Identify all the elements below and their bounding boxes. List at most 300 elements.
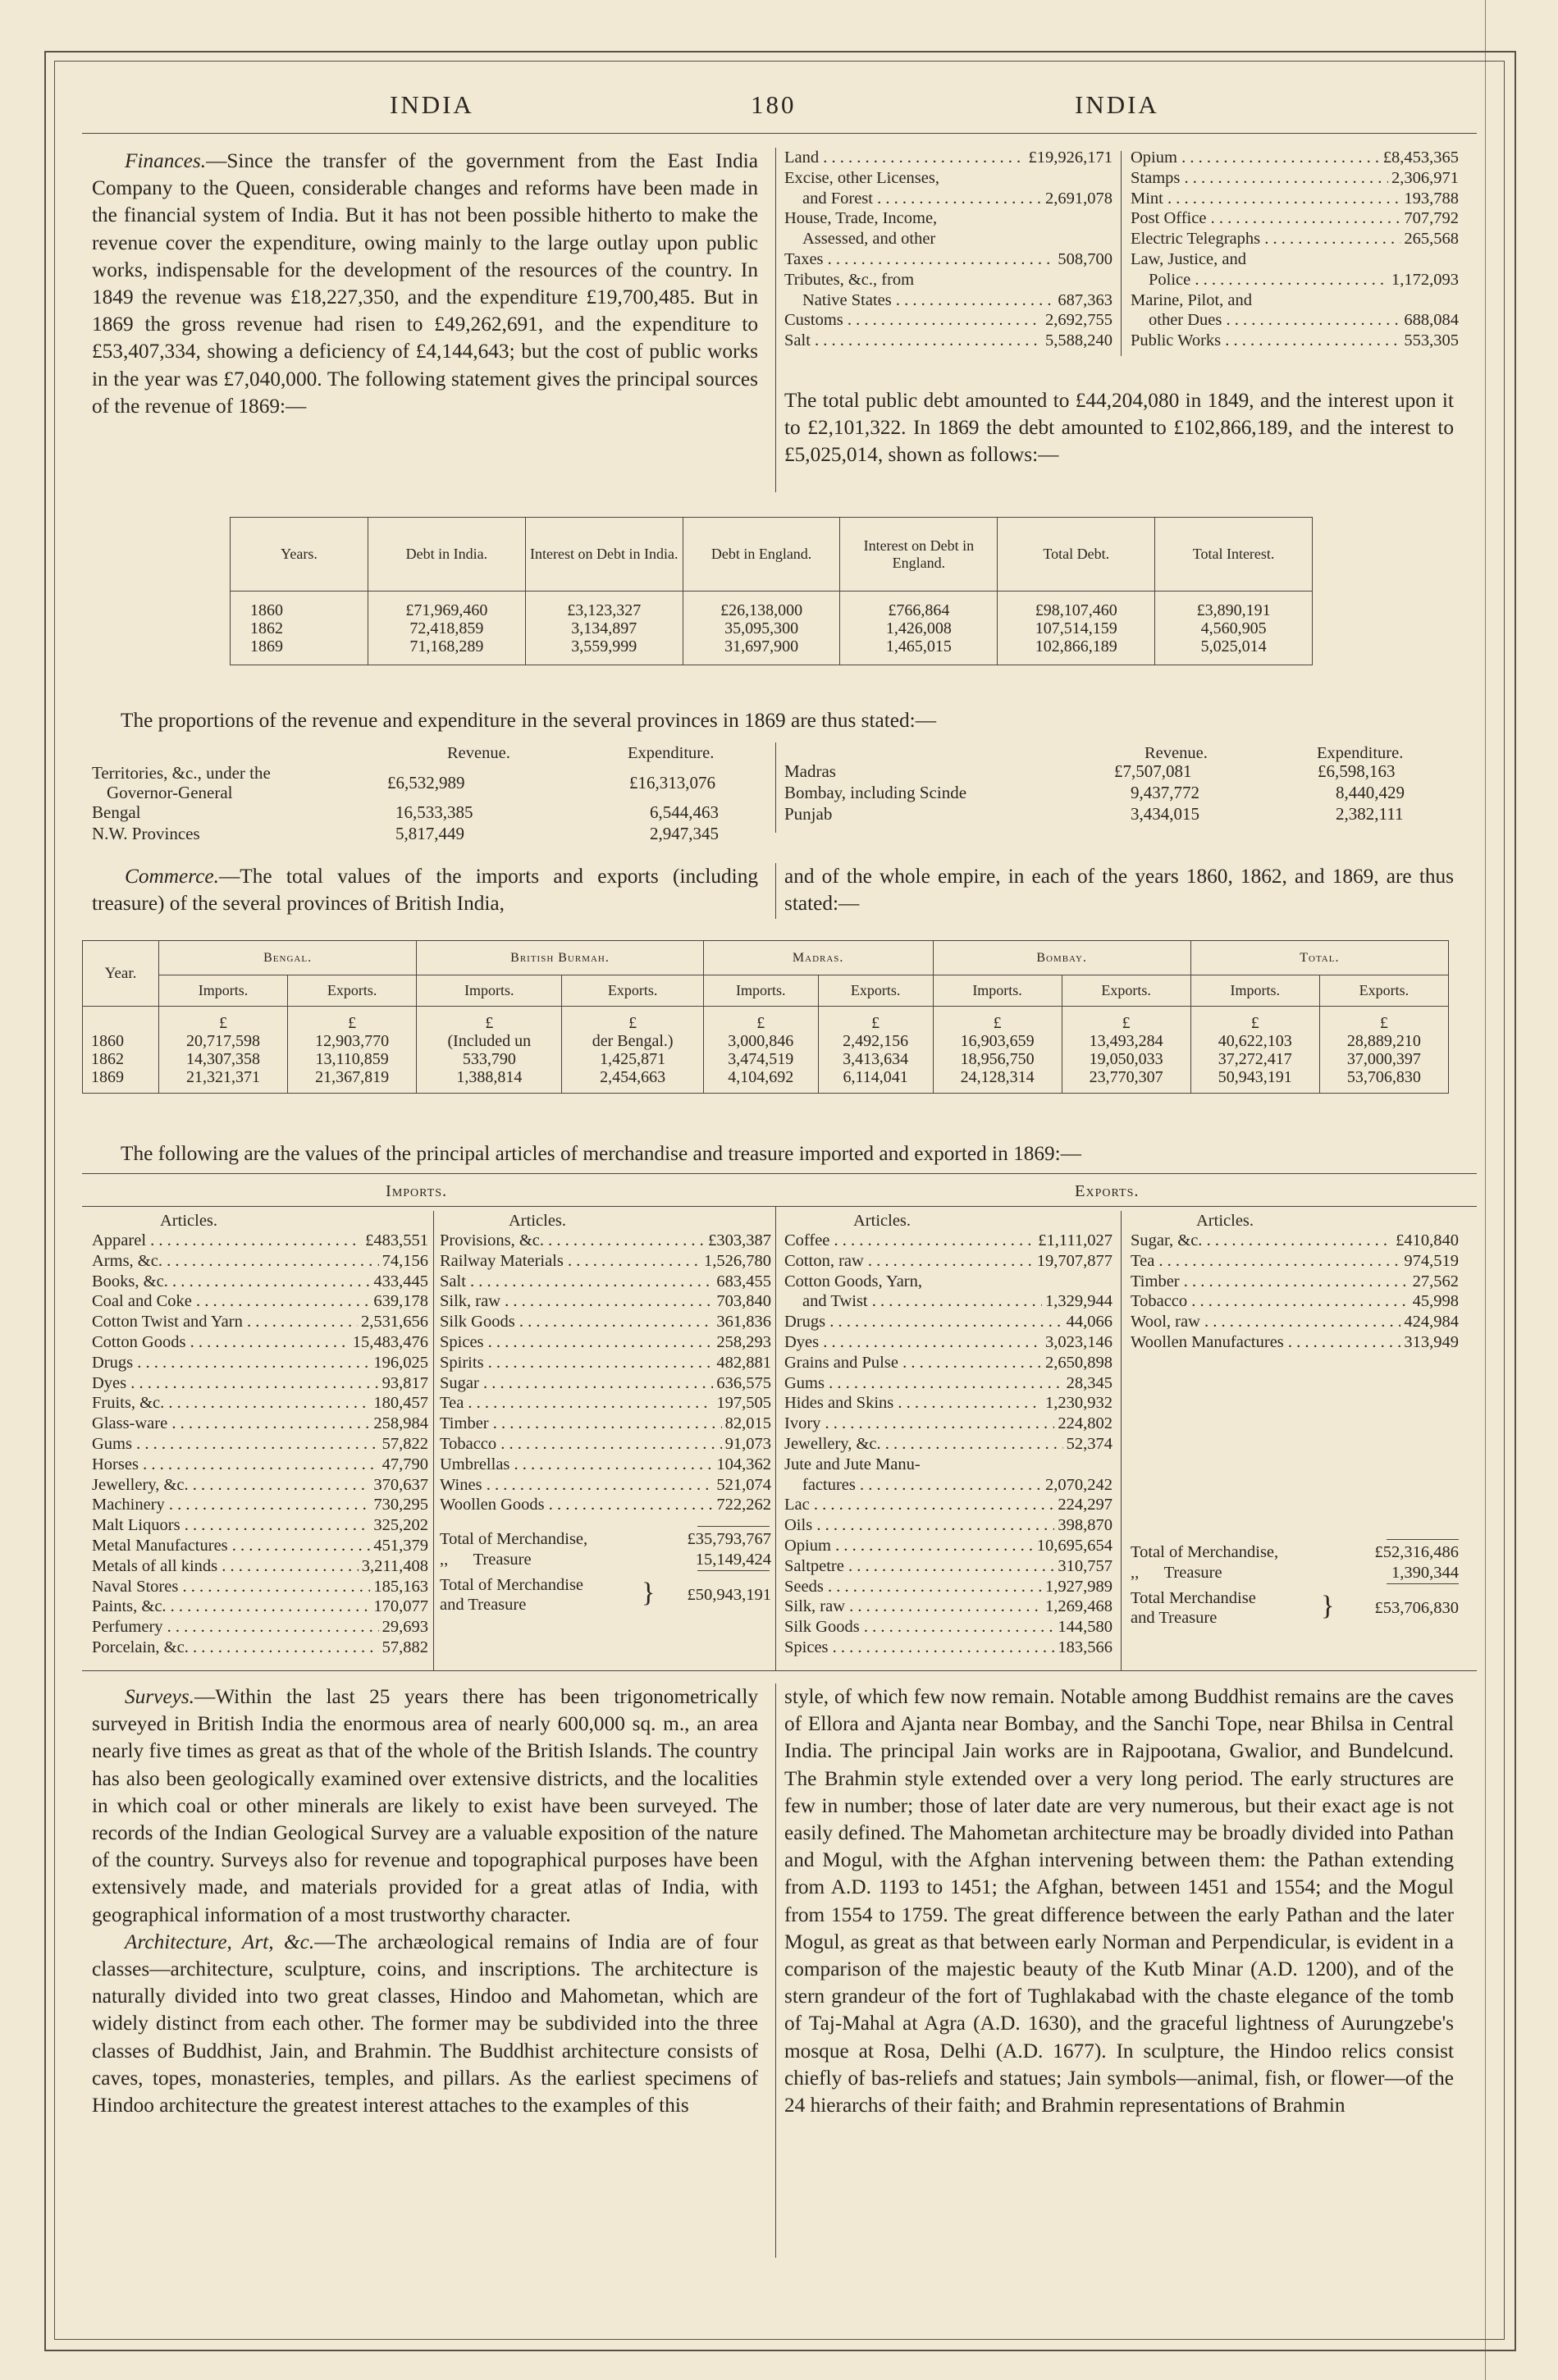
imports-exports-divider	[775, 1206, 776, 1670]
article-name: Jewellery, &c. . . .	[784, 1434, 1063, 1455]
revenue-value: 2,306,971	[1391, 168, 1459, 187]
exports-total-merchandise-value: £52,316,486	[1374, 1543, 1459, 1561]
province-label: Territories, &c., under the	[92, 763, 271, 783]
imports-title: Imports.	[386, 1182, 448, 1200]
commerce-value: 28,889,210	[1346, 1031, 1421, 1050]
article-name: Spirits . . .	[440, 1353, 713, 1373]
article-value: 1,329,944	[1045, 1292, 1113, 1311]
commerce-value: 1,388,814	[456, 1067, 523, 1086]
article-row	[784, 1577, 1113, 1597]
article-value: 521,074	[716, 1475, 771, 1494]
article-row	[784, 1495, 1113, 1515]
article-row	[92, 1577, 428, 1597]
debt-cell: 107,514,159	[1035, 619, 1117, 637]
spacer	[91, 1014, 158, 1032]
article-name: Coffee . . .	[784, 1231, 1035, 1251]
article-value: 91,073	[724, 1434, 771, 1453]
article-name: Spices . . .	[784, 1638, 1054, 1658]
provinces-divider	[775, 742, 776, 833]
exports-total-rule	[1387, 1539, 1459, 1540]
merchandise-bottom-rule	[82, 1670, 1477, 1671]
commerce-value: 12,903,770	[315, 1031, 390, 1050]
article-name: Saltpetre . . .	[784, 1556, 1054, 1577]
commerce-value: 37,000,397	[1346, 1049, 1421, 1068]
article-value: 183,566	[1058, 1638, 1113, 1656]
architecture-paragraph	[92, 1929, 758, 2119]
province-expenditure: 2,947,345	[650, 824, 719, 843]
article-value: 224,297	[1058, 1496, 1113, 1514]
debt-cell: 3,134,897	[571, 619, 637, 637]
province-label: Bengal	[92, 802, 141, 822]
article-name: Arms, &c. . . .	[92, 1251, 379, 1272]
provinces-intro: The proportions of the revenue and expenditure in the several provinces in 1869 are thus stated:—	[121, 709, 937, 732]
surveys-text: —Within the last 25 years there has been trigonometrically surveyed in British India the enormous area of nearly 600,000 sq. m., an area nearly five times as great as that of the whole of the British Islands. The country has also been geologically examined over extensive districts, and the localities in which coal or other minerals are likely to exist have been surveyed. The records of the Indian Geological Survey are a valuable exposition of the nature of the country. Surveys also for revenue and topographical purposes have been extensively made, and materials provided for a great atlas of India, with geographical information of a most trustworthy character.	[92, 1685, 758, 1926]
article-row	[440, 1291, 771, 1312]
debt-year: 1860	[250, 601, 283, 619]
article-row	[784, 1291, 1113, 1312]
revenue-label: Tributes, &c., from	[784, 270, 915, 289]
commerce-value: 533,790	[462, 1049, 516, 1068]
header-rule	[82, 133, 1477, 134]
brace: }	[1321, 1591, 1335, 1621]
article-name: Spices . . .	[440, 1332, 713, 1353]
commerce-value: 40,622,103	[1218, 1031, 1292, 1050]
revenue-sources-left	[784, 148, 1113, 351]
commerce-value: 21,367,819	[315, 1067, 390, 1086]
article-row	[440, 1332, 771, 1353]
commerce-cell	[417, 1007, 562, 1094]
article-name: Timber . . .	[440, 1414, 722, 1434]
article-name: Drugs . . .	[92, 1353, 370, 1373]
revenue-value: 265,568	[1404, 230, 1459, 249]
debt-cell: £766,864	[888, 601, 950, 619]
article-row	[440, 1393, 771, 1414]
revenue-label: Police . . .	[1131, 270, 1388, 290]
debt-cell: 1,426,008	[885, 619, 952, 637]
revenue-row	[1131, 148, 1459, 168]
commerce-value: 3,474,519	[728, 1049, 794, 1068]
province-label: Madras	[784, 761, 836, 781]
article-value: 1,230,932	[1045, 1394, 1113, 1413]
commerce-cell	[159, 1007, 288, 1094]
revenue-label: House, Trade, Income,	[784, 209, 938, 228]
article-row	[92, 1393, 428, 1414]
architecture-continued: style, of which few now remain. Notable among Buddhist remains are the caves of Ellora and Ajanta near Bombay, and the Sanchi Tope, near Bhilsa in Central India. The principal Jain works are in Rajpootana, Gwalior, and Bundelcund. The Brahmin style extended over a very long period. The early structures are few in number; those of later date are very numerous, but their exact age is not easily defined. The Mahometan architecture may be broadly divided into Pathan and Mogul, with the Afghan intervening between them: the Pathan extending from A.D. 1193 to 1451; the Afghan, between 1451 and 1554; and the Mogul from 1554 to 1759. The great difference between the early Pathan and the later Mogul, as great as that between early Norman and Perpendicular, is evident in a comparison of the majestic beauty of the Kutb Minar (A.D. 1200), and of the stern grandeur of the fort of Tughlakabad with the chaste elegance of the tomb of Taj-Mahal at Agra (A.D. 1630), and the graceful lightness of Aurungzebe's mosque at Rosa, Delhi (A.D. 1677). In sculpture, the Hindoo relics consist chiefly of bas-reliefs and statues; Jain symbols—animal, fish, or flower—of the 24 hierarchs of their faith; and Brahmin representations of Brahmin	[784, 1685, 1454, 2117]
article-value: 15,483,476	[352, 1332, 428, 1351]
commerce-value: 1,425,871	[600, 1049, 666, 1068]
imports-total-merchandise-value: £35,793,767	[687, 1530, 771, 1548]
pound-sign: £	[756, 1013, 765, 1032]
revenue-value	[1109, 208, 1113, 229]
article-name: Cotton Twist and Yarn . . .	[92, 1312, 358, 1332]
commerce-cell	[933, 1007, 1062, 1094]
commerce-value: 14,307,358	[186, 1049, 261, 1068]
article-row	[784, 1475, 1113, 1496]
article-row	[784, 1231, 1113, 1251]
article-name: Salt . . .	[440, 1272, 713, 1292]
imports-totals	[440, 1529, 771, 1570]
article-row	[440, 1312, 771, 1332]
article-value: 170,077	[373, 1597, 428, 1616]
article-value: £1,111,027	[1038, 1231, 1113, 1249]
debt-col-header: Interest on Debt in India.	[525, 518, 683, 592]
commerce-value: 13,493,284	[1089, 1031, 1163, 1050]
article-value: 310,757	[1058, 1556, 1113, 1575]
imports-total-merchandise-label: Total of Merchandise,	[440, 1530, 588, 1548]
article-name: Opium . . .	[784, 1536, 1034, 1556]
article-row	[440, 1353, 771, 1373]
commerce-value: 2,492,156	[843, 1031, 909, 1050]
article-row	[92, 1536, 428, 1556]
revenue-sources-right	[1131, 148, 1459, 351]
article-value: £303,387	[708, 1231, 771, 1249]
revenue-label: Marine, Pilot, and	[1131, 290, 1253, 309]
debt-cell: £3,890,191	[1196, 601, 1271, 619]
article-name: Jewellery, &c. . . .	[92, 1475, 370, 1496]
finances-paragraph	[92, 148, 758, 420]
pound-sign: £	[628, 1013, 637, 1032]
revenue-value: £8,453,365	[1382, 148, 1459, 167]
finances-lead: Finances.	[125, 149, 207, 172]
article-name: Silk Goods . . .	[784, 1617, 1054, 1638]
commerce-value: 3,413,634	[843, 1049, 909, 1068]
article-name: Silk Goods . . .	[440, 1312, 713, 1332]
article-value: 44,066	[1066, 1313, 1113, 1332]
imports-subheader: Imports.	[159, 975, 288, 1007]
province-row	[784, 804, 1457, 825]
imports-column-2	[440, 1231, 771, 1515]
revenue-row	[1131, 310, 1459, 331]
provinces-left	[92, 763, 748, 845]
commerce-divider	[775, 863, 776, 919]
article-row	[440, 1455, 771, 1475]
article-row	[92, 1455, 428, 1475]
commerce-value: 19,050,033	[1089, 1049, 1163, 1068]
pound-sign: £	[993, 1013, 1002, 1032]
debt-col-header: Interest on Debt in England.	[840, 518, 998, 592]
commerce-value: 37,272,417	[1218, 1049, 1292, 1068]
revenue-row	[784, 189, 1113, 209]
article-value: 2,070,242	[1045, 1475, 1113, 1494]
province-expenditure: 2,382,111	[1336, 804, 1404, 824]
exports-totals	[1131, 1542, 1459, 1583]
revenue-label: Native States . . .	[784, 290, 1054, 311]
article-value: 82,015	[724, 1414, 771, 1433]
article-row	[440, 1434, 771, 1455]
debt-col-header: Years.	[231, 518, 368, 592]
imports-treasure-value: 15,149,424	[695, 1550, 771, 1569]
article-value: 313,949	[1404, 1332, 1459, 1351]
year-cells	[83, 1007, 159, 1094]
article-value: 93,817	[382, 1373, 428, 1392]
revenue-value: 1,172,093	[1391, 270, 1459, 289]
article-row	[92, 1495, 428, 1515]
article-name: Dyes . . .	[784, 1332, 1042, 1353]
commerce-table-subheads	[83, 975, 1449, 1007]
article-value: 57,822	[382, 1434, 428, 1453]
province-label: Punjab	[784, 804, 833, 824]
commerce-value: (Included un	[447, 1031, 532, 1050]
group-header: Bengal.	[159, 941, 417, 975]
surveys-paragraph	[92, 1683, 758, 1929]
commerce-value: 2,454,663	[600, 1067, 666, 1086]
exports-total-merchandise-row	[1131, 1542, 1459, 1563]
commerce-value: 50,943,191	[1218, 1067, 1292, 1086]
revenue-value: 508,700	[1058, 249, 1113, 268]
commerce-cell	[1062, 1007, 1190, 1094]
debt-table-body	[231, 592, 1313, 665]
province-expenditure: 8,440,429	[1336, 783, 1405, 802]
article-name: Paints, &c. . . .	[92, 1597, 370, 1617]
revenue-label: and Forest . . .	[784, 189, 1042, 209]
article-value: 258,984	[373, 1414, 428, 1433]
revenue-label: Stamps . . .	[1131, 168, 1388, 189]
article-value: 2,650,898	[1045, 1353, 1113, 1372]
imports-subheader: Imports.	[417, 975, 562, 1007]
commerce-value: 6,114,041	[843, 1067, 908, 1086]
imports-grand-value: £50,943,191	[687, 1586, 771, 1604]
article-name: Dyes . . .	[92, 1373, 379, 1394]
pound-sign: £	[219, 1013, 228, 1032]
exports-grand-label-2: and Treasure	[1131, 1609, 1218, 1627]
province-row	[784, 783, 1457, 804]
imports-column-1	[92, 1231, 428, 1658]
provinces-right	[784, 761, 1457, 825]
article-name: Jute and Jute Manu-	[784, 1455, 921, 1473]
commerce-table-groups	[83, 941, 1449, 975]
article-row	[92, 1638, 428, 1658]
revenue-label: Taxes . . .	[784, 249, 1054, 270]
article-value: 683,455	[716, 1272, 771, 1290]
revenue-row	[784, 310, 1113, 331]
pound-sign: £	[1122, 1013, 1131, 1032]
article-row	[784, 1373, 1113, 1394]
imports-articles-label-1: Articles.	[160, 1212, 218, 1230]
commerce-cell	[562, 1007, 703, 1094]
article-name: Books, &c. . . .	[92, 1272, 370, 1292]
debt-cell: 71,168,289	[409, 637, 484, 656]
debt-cell: 1,465,015	[885, 637, 952, 656]
article-row	[784, 1353, 1113, 1373]
bottom-column-divider	[775, 1683, 776, 2258]
revenue-value: 2,692,755	[1045, 311, 1113, 330]
revenue-label: Customs . . .	[784, 310, 1042, 331]
article-row	[440, 1414, 771, 1434]
province-label: Bombay, including Scinde	[784, 783, 967, 802]
article-value: 196,025	[373, 1353, 428, 1372]
debt-table	[230, 517, 1313, 665]
article-value: 180,457	[373, 1394, 428, 1413]
debt-cell: 35,095,300	[724, 619, 799, 637]
year-label: 1869	[91, 1067, 124, 1086]
revenue-label: Land . . .	[784, 148, 1026, 168]
revenue-row	[784, 249, 1113, 270]
revenue-value	[1455, 290, 1459, 311]
article-row	[1131, 1291, 1459, 1312]
article-name: Metals of all kinds . . .	[92, 1556, 359, 1577]
province-expenditure: £16,313,076	[629, 773, 715, 793]
article-value: 433,445	[373, 1272, 428, 1290]
pound-sign: £	[1250, 1013, 1259, 1032]
imports-grand-total	[440, 1575, 771, 1616]
revenue-row	[1131, 189, 1459, 209]
revenue-value: 707,792	[1404, 209, 1459, 228]
exports-grand-total	[1131, 1588, 1459, 1629]
revenue-divider	[1121, 151, 1122, 356]
article-row	[92, 1434, 428, 1455]
article-value: 1,269,468	[1045, 1597, 1113, 1616]
article-value	[1109, 1272, 1113, 1292]
article-name: Fruits, &c. . . .	[92, 1393, 370, 1414]
debt-col-values	[525, 592, 683, 665]
debt-cell: 4,560,905	[1200, 619, 1267, 637]
article-row	[440, 1495, 771, 1515]
imports-total-merchandise-row	[440, 1529, 771, 1550]
commerce-value: 18,956,750	[960, 1049, 1035, 1068]
revenue-label: Opium . . .	[1131, 148, 1380, 168]
province-revenue: 5,817,449	[395, 824, 464, 843]
article-value: 104,362	[716, 1455, 771, 1473]
article-row	[92, 1617, 428, 1638]
article-row	[1131, 1231, 1459, 1251]
article-value: 52,374	[1066, 1434, 1113, 1453]
article-value: 730,295	[373, 1496, 428, 1514]
article-name: Railway Materials . . .	[440, 1251, 701, 1272]
debt-cell: £98,107,460	[1035, 601, 1117, 619]
imports-grand-label-2: and Treasure	[440, 1596, 527, 1614]
article-row	[92, 1475, 428, 1496]
exports-total-merchandise-label: Total of Merchandise,	[1131, 1543, 1279, 1561]
commerce-value: 3,000,846	[728, 1031, 794, 1050]
commerce-text: —The total values of the imports and exports (including treasure) of the several provinces of British India,	[92, 865, 758, 916]
article-value: 1,526,780	[704, 1251, 771, 1270]
article-row	[92, 1332, 428, 1353]
article-name: Tea . . .	[440, 1393, 713, 1414]
article-value: 398,870	[1058, 1516, 1113, 1535]
exports-grand-rule	[1387, 1583, 1459, 1584]
article-value: 974,519	[1404, 1251, 1459, 1270]
revenue-label: Electric Telegraphs . . .	[1131, 229, 1400, 249]
revenue-label: Mint . . .	[1131, 189, 1400, 209]
exports-treasure-label: ,, Treasure	[1131, 1563, 1222, 1582]
header-left: INDIA	[390, 90, 474, 119]
article-value	[1109, 1455, 1113, 1475]
article-value: 258,293	[716, 1332, 771, 1351]
article-value: 74,156	[382, 1251, 428, 1270]
article-row	[92, 1597, 428, 1617]
article-value: 482,881	[716, 1353, 771, 1372]
article-value: 424,984	[1404, 1313, 1459, 1332]
provinces-left-expenditure-label: Expenditure.	[628, 744, 715, 762]
article-row	[440, 1251, 771, 1272]
commerce-table	[82, 940, 1449, 1094]
provinces-left-revenue-label: Revenue.	[447, 744, 510, 762]
imports-grand-label-1: Total of Merchandise	[440, 1576, 584, 1594]
province-row	[92, 802, 748, 824]
article-name: Sugar . . .	[440, 1373, 713, 1394]
group-header: Bombay.	[933, 941, 1190, 975]
revenue-label: other Dues . . .	[1131, 310, 1400, 331]
article-row	[440, 1231, 771, 1251]
article-row	[92, 1291, 428, 1312]
article-row	[784, 1434, 1113, 1455]
exports-column-1	[784, 1231, 1113, 1658]
article-name: Wines . . .	[440, 1475, 713, 1496]
article-name: Silk, raw . . .	[784, 1597, 1042, 1617]
article-name: Cotton Goods, Yarn,	[784, 1272, 923, 1290]
exports-articles-label-2: Articles.	[1196, 1212, 1254, 1230]
article-row	[784, 1536, 1113, 1556]
commerce-value: 16,903,659	[960, 1031, 1035, 1050]
commerce-lead: Commerce.	[125, 865, 219, 888]
exports-subheader: Exports.	[818, 975, 933, 1007]
article-name: Umbrellas . . .	[440, 1455, 713, 1475]
article-value: 325,202	[373, 1516, 428, 1535]
imports-treasure-label: ,, Treasure	[440, 1550, 532, 1569]
revenue-label: Salt . . .	[784, 331, 1042, 351]
article-row	[784, 1251, 1113, 1272]
article-row	[784, 1515, 1113, 1536]
imports-grand-rule	[697, 1570, 770, 1571]
commerce-continued: and of the whole empire, in each of the years 1860, 1862, and 1869, are thus stated:—	[784, 865, 1454, 916]
provinces-right-expenditure-label: Expenditure.	[1317, 744, 1404, 762]
article-name: Woollen Manufactures . . .	[1131, 1332, 1400, 1353]
province-revenue: 3,434,015	[1131, 804, 1199, 824]
article-name: Ivory . . .	[784, 1414, 1054, 1434]
article-value: 57,882	[382, 1638, 428, 1656]
debt-col-header: Total Debt.	[998, 518, 1155, 592]
revenue-row	[1131, 168, 1459, 189]
article-row	[784, 1638, 1113, 1658]
debt-cell: £3,123,327	[567, 601, 642, 619]
article-name: Tea . . .	[1131, 1251, 1400, 1272]
article-name: Malt Liquors . . .	[92, 1515, 370, 1536]
revenue-value: 688,084	[1404, 311, 1459, 330]
article-value: £410,840	[1396, 1231, 1459, 1249]
revenue-label: Law, Justice, and	[1131, 249, 1246, 268]
revenue-label: Assessed, and other	[802, 230, 936, 249]
article-value: 370,637	[373, 1475, 428, 1494]
article-name: Timber . . .	[1131, 1272, 1410, 1292]
exports-subheader: Exports.	[1062, 975, 1190, 1007]
article-name: Sugar, &c. . . .	[1131, 1231, 1392, 1251]
article-name: Porcelain, &c. . . .	[92, 1638, 379, 1658]
debt-cell: 72,418,859	[409, 619, 484, 637]
exports-grand-label-1: Total Merchandise	[1131, 1589, 1256, 1607]
article-name: Apparel . . .	[92, 1231, 362, 1251]
revenue-label: Post Office . . .	[1131, 208, 1400, 229]
commerce-cell	[1190, 1007, 1319, 1094]
debt-col-header: Debt in England.	[683, 518, 840, 592]
commerce-value: der Bengal.)	[592, 1031, 674, 1050]
revenue-row	[1131, 249, 1459, 270]
group-header: Total.	[1190, 941, 1448, 975]
exports-articles-label-1: Articles.	[853, 1212, 911, 1230]
article-value: 703,840	[716, 1292, 771, 1311]
revenue-value: 553,305	[1404, 331, 1459, 350]
commerce-value: 13,110,859	[315, 1049, 389, 1068]
column-divider-top	[775, 148, 776, 492]
province-row	[92, 824, 748, 845]
article-value: 3,023,146	[1045, 1332, 1113, 1351]
article-value: 28,345	[1066, 1373, 1113, 1392]
debt-col-values	[998, 592, 1155, 665]
article-row	[1131, 1251, 1459, 1272]
imports-articles-label-2: Articles.	[509, 1212, 567, 1230]
province-label: N.W. Provinces	[92, 824, 200, 843]
article-row	[1131, 1312, 1459, 1332]
article-value: 2,531,656	[361, 1313, 428, 1332]
